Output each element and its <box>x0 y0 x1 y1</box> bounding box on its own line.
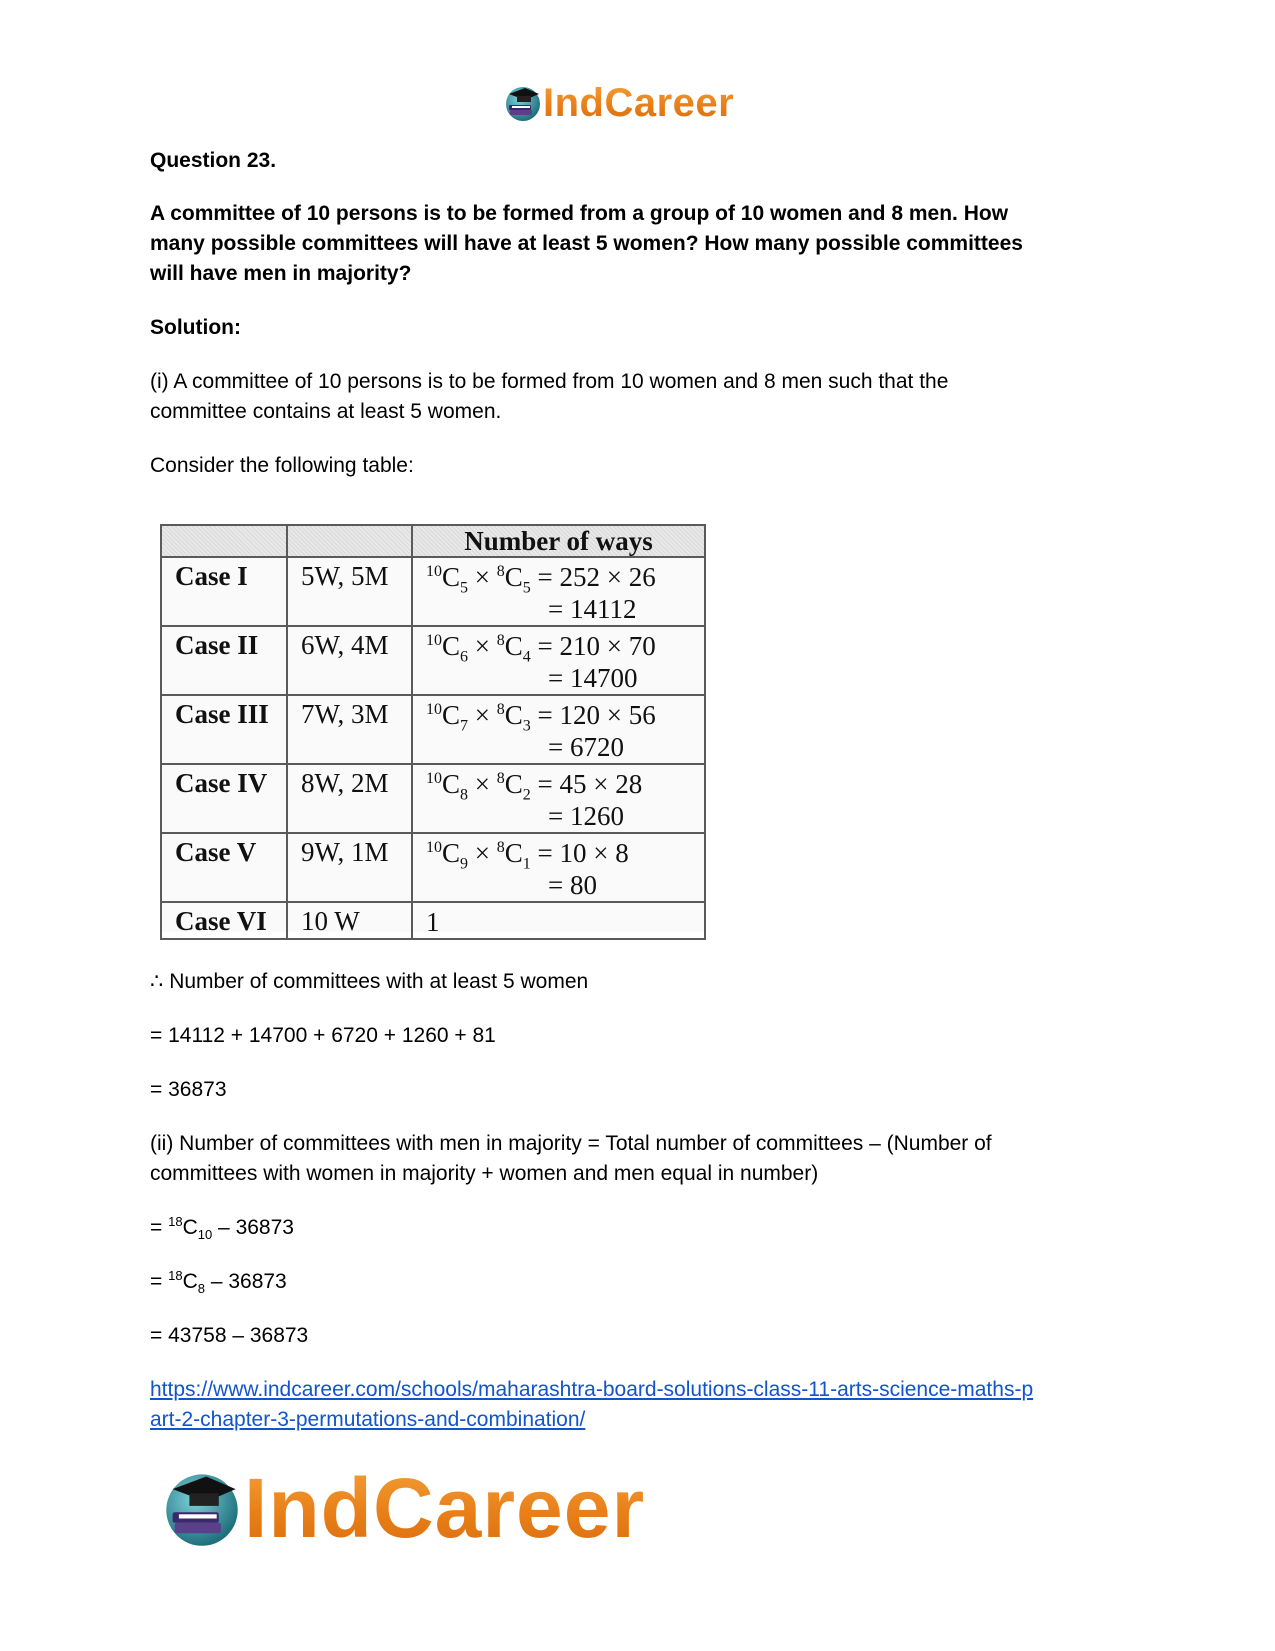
solution-heading: Solution: <box>150 316 241 339</box>
header-logo[interactable] <box>503 80 734 126</box>
case-label: Case I <box>161 557 287 626</box>
step-1: = $^{18}C_{10} - 36873$ <box>150 1214 294 1243</box>
table-row <box>161 557 705 626</box>
part2-line-1: (ii) Number of committees with men in majority = Total number of committees – (Number of <box>150 1132 992 1155</box>
case-composition: 8W, 2M <box>287 764 412 833</box>
source-link-line-1[interactable]: https://www.indcareer.com/schools/maharashtra-board-solutions-class-11-arts-science-maths-p <box>150 1378 1034 1401</box>
globe-graduation-cap-books-icon <box>160 1466 244 1550</box>
brand-name: IndCareer <box>543 80 735 125</box>
table-header-ways: Number of ways <box>412 525 705 557</box>
case-composition: 7W, 3M <box>287 695 412 764</box>
step-2: = $^{18}C_8 - 36873$ <box>150 1268 287 1297</box>
case-ways: $^{10}C_7 \times ^8C_3 = 120 \times 56$ = 6720 <box>412 695 705 764</box>
step-3: = 43758 – 36873 <box>150 1324 309 1347</box>
table-row <box>161 764 705 833</box>
source-link-line-2[interactable]: art-2-chapter-3-permutations-and-combination/ <box>150 1408 586 1431</box>
table-header-empty-2 <box>287 525 412 557</box>
case-label: Case VI <box>161 902 287 939</box>
table-row <box>161 626 705 695</box>
globe-graduation-cap-books-icon <box>503 83 543 123</box>
table-header-row <box>161 525 705 557</box>
case-ways: $^{10}C_6 \times ^8C_4 = 210 \times 70$ = 14700 <box>412 626 705 695</box>
part2-line-2: committees with women in majority + women and men equal in number) <box>150 1162 819 1185</box>
therefore-line: ∴ Number of committees with at least 5 women <box>150 970 589 993</box>
case-composition: 9W, 1M <box>287 833 412 902</box>
sum-result: = 36873 <box>150 1078 227 1101</box>
cases-table <box>160 524 706 937</box>
case-composition: 10 W <box>287 902 412 939</box>
case-ways: $^{10}C_9 \times ^8C_1 = 10 \times 8$ = 80 <box>412 833 705 902</box>
question-heading: Question 23. <box>150 149 277 172</box>
question-line-2: many possible committees will have at least 5 women? How many possible committees <box>150 232 1023 255</box>
table-row <box>161 902 705 939</box>
table-header-empty-1 <box>161 525 287 557</box>
sum-line: = 14112 + 14700 + 6720 + 1260 + 81 <box>150 1024 496 1047</box>
part1-line-1: (i) A committee of 10 persons is to be formed from 10 women and 8 men such that the <box>150 370 949 393</box>
part1-line-2: committee contains at least 5 women. <box>150 400 502 423</box>
table-row <box>161 695 705 764</box>
brand-name: IndCareer <box>244 1460 646 1555</box>
case-label: Case II <box>161 626 287 695</box>
case-label: Case III <box>161 695 287 764</box>
case-ways: $^{10}C_5 \times ^8C_5 = 252 \times 26$ = 14112 <box>412 557 705 626</box>
footer-logo[interactable] <box>160 1462 645 1554</box>
question-line-3: will have men in majority? <box>150 262 412 285</box>
case-ways: $^{10}C_8 \times ^8C_2 = 45 \times 28$ = 1260 <box>412 764 705 833</box>
case-label: Case V <box>161 833 287 902</box>
case-composition: 6W, 4M <box>287 626 412 695</box>
table-intro: Consider the following table: <box>150 454 414 477</box>
case-label: Case IV <box>161 764 287 833</box>
table-row <box>161 833 705 902</box>
question-line-1: A committee of 10 persons is to be formed from a group of 10 women and 8 men. How <box>150 202 1009 225</box>
case-composition: 5W, 5M <box>287 557 412 626</box>
case-ways: 1 <box>412 902 705 939</box>
